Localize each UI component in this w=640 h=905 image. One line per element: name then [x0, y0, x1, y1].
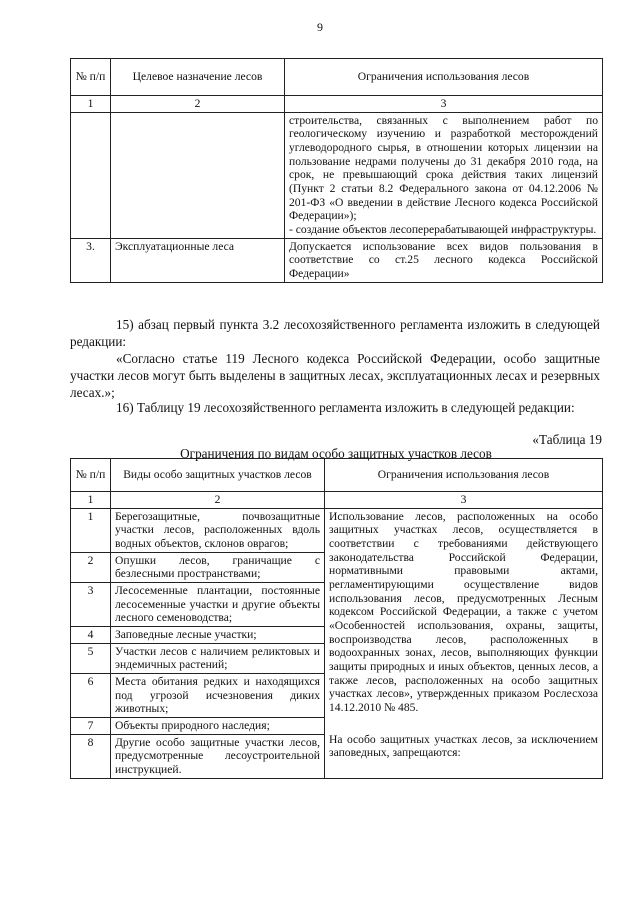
amendment-paragraph-15: 15) абзац первый пункта 3.2 лесохозяйственного регламента изложить в следующей редакции: — [70, 317, 600, 349]
row-kind: Заповедные лесные участки; — [111, 627, 325, 644]
table-title: Ограничения по видам особо защитных участков лесов — [180, 446, 492, 461]
header-restriction: Ограничения использования лесов — [325, 459, 603, 492]
table-row — [71, 112, 603, 238]
row-number: 8 — [71, 734, 111, 778]
quoted-paragraph: «Согласно статье 119 Лесного кодекса Российской Федерации, особо защитные участки лесов могут быть выделены в защитных лесах, эксплуатационных лесах и резервных лесах.»; — [70, 351, 600, 400]
table-numbering-row — [71, 96, 603, 113]
table-row — [71, 508, 603, 552]
row-kind: Опушки лесов, граничащие с безлесными пространствами; — [111, 552, 325, 582]
row-number: 5 — [71, 643, 111, 673]
numbering-cell: 2 — [111, 96, 285, 113]
header-number: № п/п — [71, 59, 111, 96]
row-number: 3 — [71, 583, 111, 627]
row-number: 7 — [71, 718, 111, 735]
row-purpose — [111, 112, 285, 238]
header-number: № п/п — [71, 459, 111, 492]
table-header-row — [71, 459, 603, 492]
numbering-cell: 3 — [325, 492, 603, 509]
numbering-cell: 1 — [71, 96, 111, 113]
table-header-row — [71, 59, 603, 96]
numbering-cell: 1 — [71, 492, 111, 509]
row-kind: Лесосеменные плантации, постоянные лесосеменные участки и другие объекты лесного семеноводства; — [111, 583, 325, 627]
row-restriction — [285, 238, 603, 282]
row-number: 1 — [71, 508, 111, 552]
header-restriction: Ограничения использования лесов — [285, 59, 603, 96]
forest-purpose-table — [70, 58, 603, 283]
row-kind: Объекты природного наследия; — [111, 718, 325, 735]
table-numbering-row — [71, 492, 603, 509]
header-kind: Виды особо защитных участков лесов — [111, 459, 325, 492]
row-kind: Места обитания редких и находящихся под угрозой исчезновения диких животных; — [111, 674, 325, 718]
protected-areas-table — [70, 458, 603, 779]
restriction-text: Использование лесов, расположенных на особо защитных участках лесов, осуществляется в соответствии с требованиями действующего законодательства Российской Федерации, нормативными правовыми актами, регламентирующими осуществление видов использования лесов, предусмотренных Лесным кодексом Российской Федерации, а также с учетом «Особенностей использования, охраны, защиты, воспроизводства лесов, расположенных в водоохранных зонах, лесов, выполняющих функции защиты природных и иных объектов, ценных лесов, а также лесов, расположенных на особо защитных участках лесов», утвержденных приказом Рослесхоза 14.12.2010 № 485. — [329, 509, 598, 715]
table-row — [71, 238, 603, 282]
row-restriction — [285, 112, 603, 238]
row-kind: Другие особо защитные участки лесов, предусмотренные лесоустроительной инструкцией. — [111, 734, 325, 778]
table-reference: «Таблица 19 — [532, 432, 602, 447]
restriction-text: На особо защитных участках лесов, за исключением заповедных, запрещаются: — [329, 732, 598, 760]
row-number: 2 — [71, 552, 111, 582]
header-purpose: Целевое назначение лесов — [111, 59, 285, 96]
row-kind: Участки лесов с наличием реликтовых и эндемичных растений; — [111, 643, 325, 673]
numbering-cell: 2 — [111, 492, 325, 509]
row-kind: Берегозащитные, почвозащитные участки лесов, расположенных вдоль водных объектов, склонов оврагов; — [111, 508, 325, 552]
paragraph-gap — [329, 715, 598, 733]
restriction-cell — [325, 508, 603, 778]
page-number: 9 — [317, 20, 323, 34]
amendment-paragraph-16: 16) Таблицу 19 лесохозяйственного регламента изложить в следующей редакции: — [116, 400, 575, 415]
row-purpose: Эксплуатационные леса — [111, 238, 285, 282]
restriction-text: - создание объектов лесоперерабатывающей инфраструктуры. — [289, 223, 597, 237]
restriction-text: строительства, связанных с выполнением работ по геологическому изучению и разработкой месторождений углеводородного сырья, в отношении которых лицензии на пользование недрами получены до 31 декабря 2010 года, на срок, не превышающий срока действия таких лицензий (Пункт 2 статьи 8.2 Федерального закона от 04.12.2006 № 201-ФЗ «О введении в действие Лесного кодекса Российской Федерации»); — [289, 113, 598, 223]
row-number: 3. — [71, 238, 111, 282]
row-number: 6 — [71, 674, 111, 718]
numbering-cell: 3 — [285, 96, 603, 113]
row-number — [71, 112, 111, 238]
restriction-text: Допускается использование всех видов пользования в соответствие со ст.25 лесного кодекса Российской Федерации» — [289, 239, 598, 281]
row-number: 4 — [71, 627, 111, 644]
